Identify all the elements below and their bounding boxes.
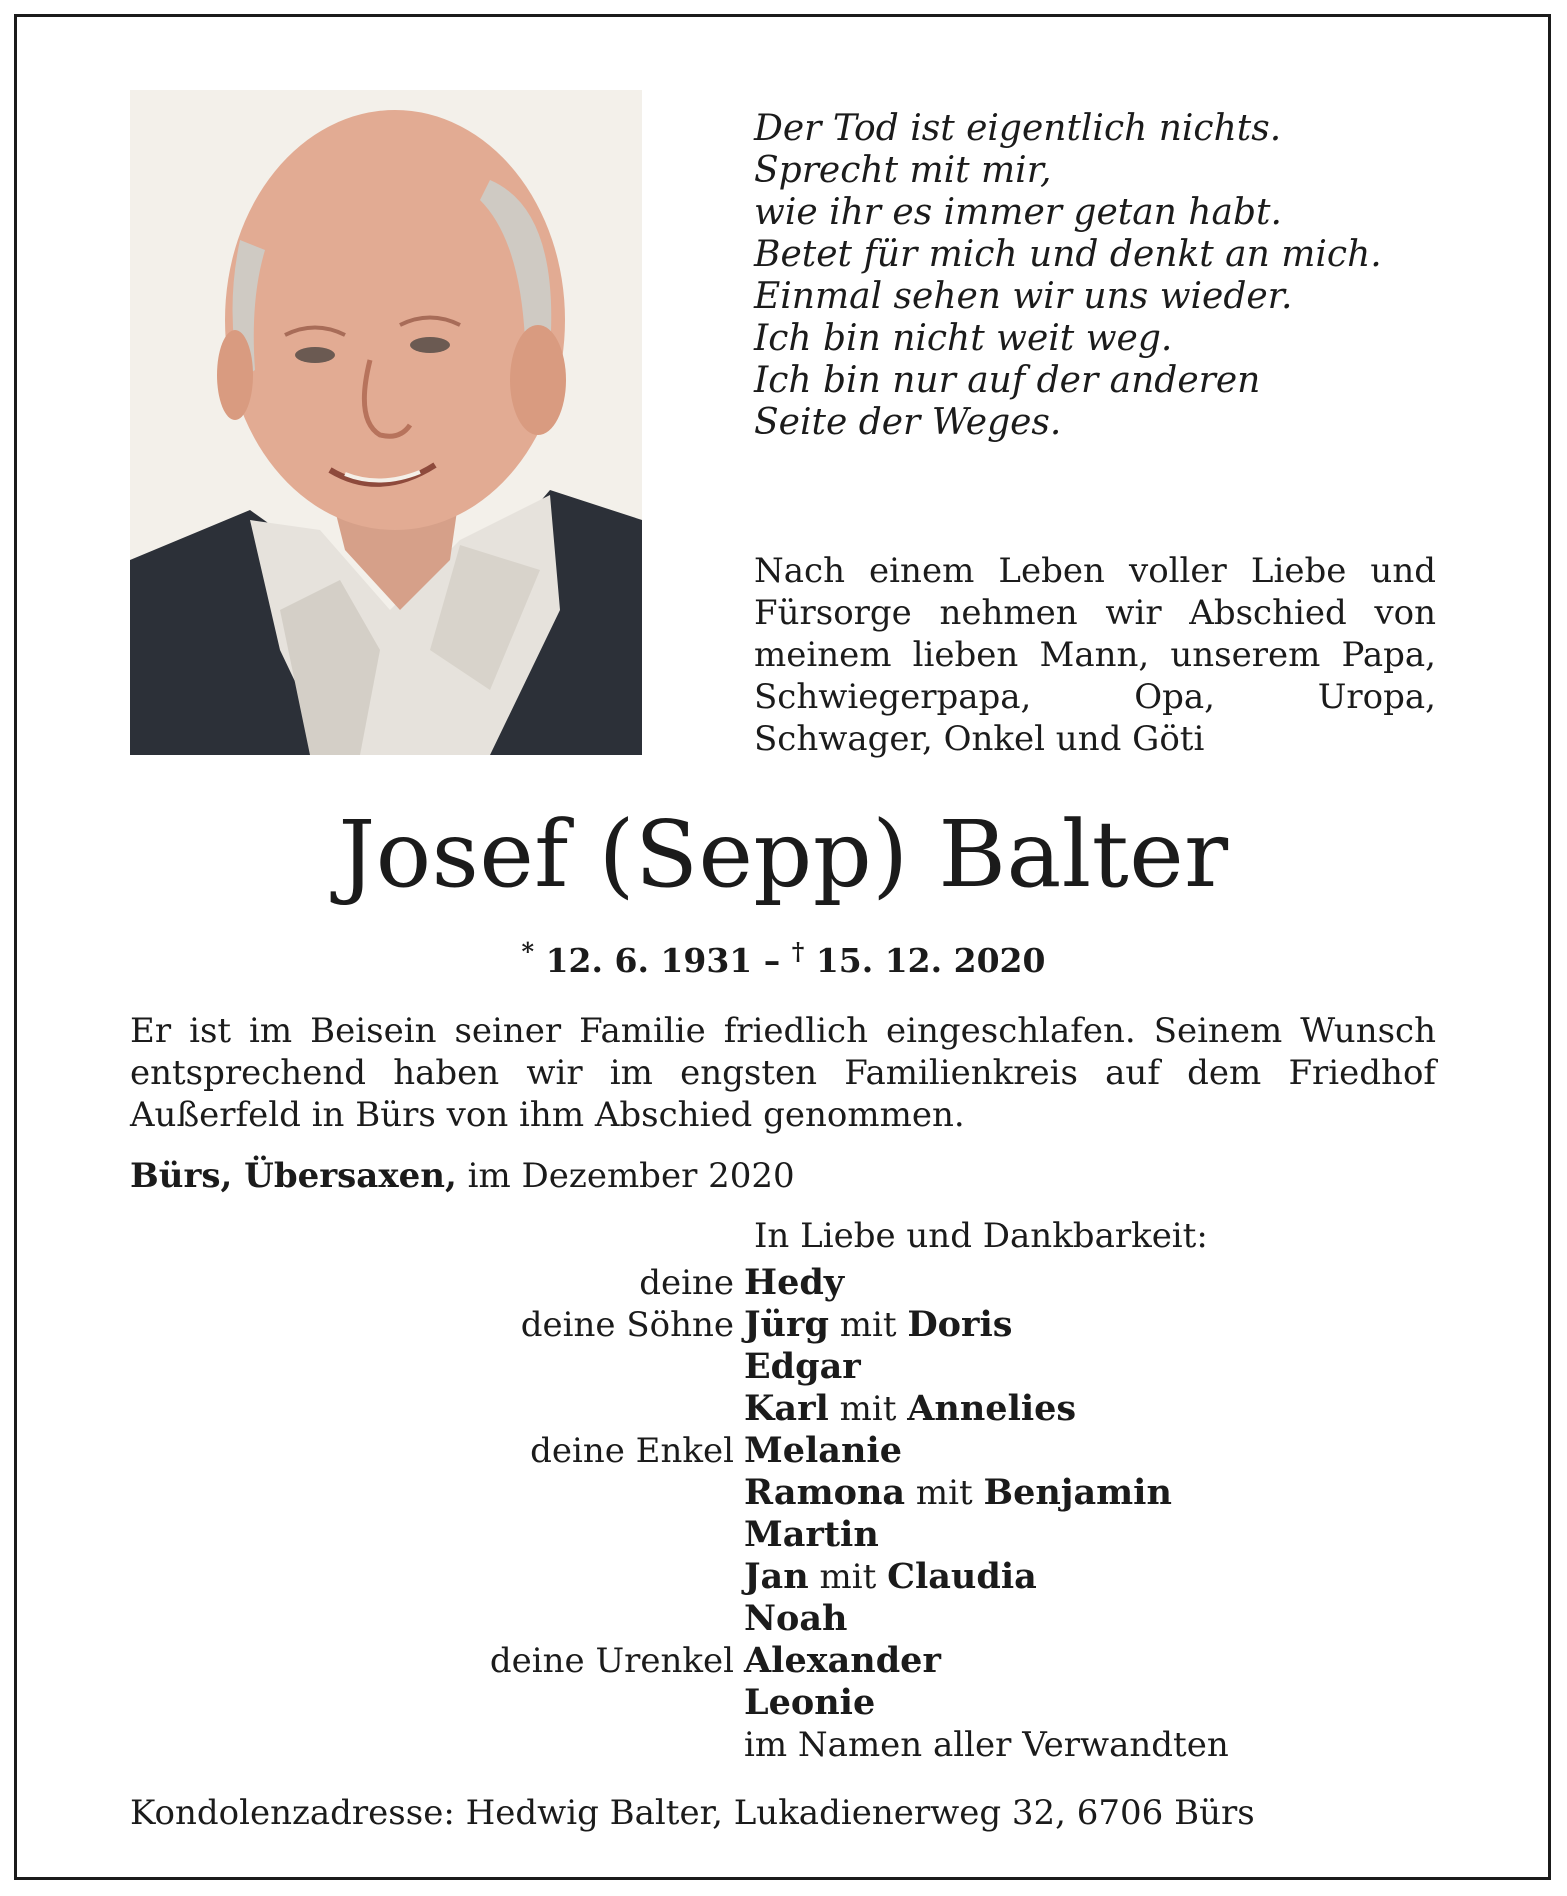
family-row bbox=[130, 1598, 1436, 1640]
poem bbox=[754, 108, 1444, 444]
family-partner: Claudia bbox=[887, 1556, 1037, 1597]
family-row bbox=[130, 1682, 1436, 1724]
place-date-line bbox=[130, 1155, 795, 1197]
family-name: Jan bbox=[744, 1556, 809, 1597]
family-partner: Annelies bbox=[907, 1388, 1077, 1429]
family-name: Jürg bbox=[744, 1304, 829, 1345]
family-row bbox=[130, 1472, 1436, 1514]
family-conj: mit bbox=[905, 1473, 984, 1513]
deceased-name: Josef (Sepp) Balter bbox=[338, 801, 1229, 908]
poem-line: Seite der Weges. bbox=[754, 402, 1062, 443]
family-name: Martin bbox=[744, 1514, 879, 1555]
family-name: Noah bbox=[744, 1598, 848, 1639]
family-name: Karl bbox=[744, 1388, 829, 1429]
condolence-address: Kondolenzadresse: Hedwig Balter, Lukadienerweg 32, 6706 Bürs bbox=[130, 1793, 1255, 1833]
family-partner: Doris bbox=[907, 1304, 1013, 1345]
family-relation: deine bbox=[639, 1263, 734, 1303]
family-row bbox=[130, 1304, 1436, 1346]
family-name: Ramona bbox=[744, 1472, 906, 1513]
family-relation bbox=[130, 1556, 744, 1598]
family-name: Leonie bbox=[744, 1682, 876, 1723]
family-row bbox=[130, 1388, 1436, 1430]
place-date: im Dezember 2020 bbox=[456, 1156, 795, 1196]
death-date: 15. 12. 2020 bbox=[815, 941, 1046, 980]
family-relation: deine Enkel bbox=[530, 1431, 734, 1471]
death-symbol: † bbox=[791, 937, 805, 966]
family-conj: mit bbox=[808, 1557, 888, 1597]
family-relation bbox=[130, 1682, 744, 1724]
family-row bbox=[130, 1346, 1436, 1388]
family-name: Alexander bbox=[744, 1640, 941, 1681]
portrait-photo bbox=[130, 90, 642, 755]
life-dates bbox=[0, 930, 1567, 983]
family-relation: deine Urenkel bbox=[489, 1641, 734, 1681]
family-row bbox=[130, 1724, 1436, 1766]
family-row bbox=[130, 1556, 1436, 1598]
family-relation-empty bbox=[130, 1724, 744, 1766]
family-name: Edgar bbox=[744, 1346, 861, 1387]
poem-line: Sprecht mit mir, bbox=[754, 150, 1052, 191]
family-name: Hedy bbox=[744, 1262, 845, 1303]
family-row bbox=[130, 1430, 1436, 1472]
family-relation bbox=[130, 1346, 744, 1388]
family-row bbox=[130, 1262, 1436, 1304]
family-relation bbox=[130, 1598, 744, 1640]
place-locations: Bürs, Übersaxen, bbox=[130, 1156, 457, 1196]
announcement-text: Er ist im Beisein seiner Familie friedlich eingeschlafen. Seinem Wunsch entsprechend haben wir im engsten Familienkreis auf dem Friedhof Außerfeld in Bürs von ihm Abschied genommen. bbox=[130, 1011, 1436, 1135]
poem-line: Einmal sehen wir uns wieder. bbox=[754, 276, 1293, 317]
poem-line: Der Tod ist eigentlich nichts. bbox=[754, 108, 1282, 149]
poem-line: Ich bin nicht weit weg. bbox=[754, 318, 1173, 359]
family-relation bbox=[130, 1472, 744, 1514]
thanks-line: In Liebe und Dankbarkeit: bbox=[754, 1216, 1208, 1256]
birth-date: 12. 6. 1931 bbox=[545, 941, 753, 980]
poem-line: Betet für mich und denkt an mich. bbox=[754, 234, 1382, 275]
family-relation: deine Söhne bbox=[520, 1305, 734, 1345]
family-relation bbox=[130, 1388, 744, 1430]
date-separator: – bbox=[752, 941, 792, 980]
family-row bbox=[130, 1514, 1436, 1556]
family-conj: mit bbox=[828, 1305, 908, 1345]
family-partner: Benjamin bbox=[983, 1472, 1172, 1513]
family-list bbox=[130, 1262, 1436, 1766]
relatives-note: im Namen aller Verwandten bbox=[744, 1725, 1229, 1765]
family-relation bbox=[130, 1514, 744, 1556]
family-conj: mit bbox=[828, 1389, 908, 1429]
intro-text: Nach einem Leben voller Liebe und Fürsorge nehmen wir Abschied von meinem lieben Mann, unserem Papa, Schwiegerpapa, Opa, Uropa, Schwager, Onkel und Göti bbox=[754, 551, 1436, 759]
poem-line: Ich bin nur auf der anderen bbox=[754, 360, 1261, 401]
family-row bbox=[130, 1640, 1436, 1682]
birth-symbol: * bbox=[521, 937, 535, 966]
family-name: Melanie bbox=[744, 1430, 902, 1471]
poem-line: wie ihr es immer getan habt. bbox=[754, 192, 1282, 233]
